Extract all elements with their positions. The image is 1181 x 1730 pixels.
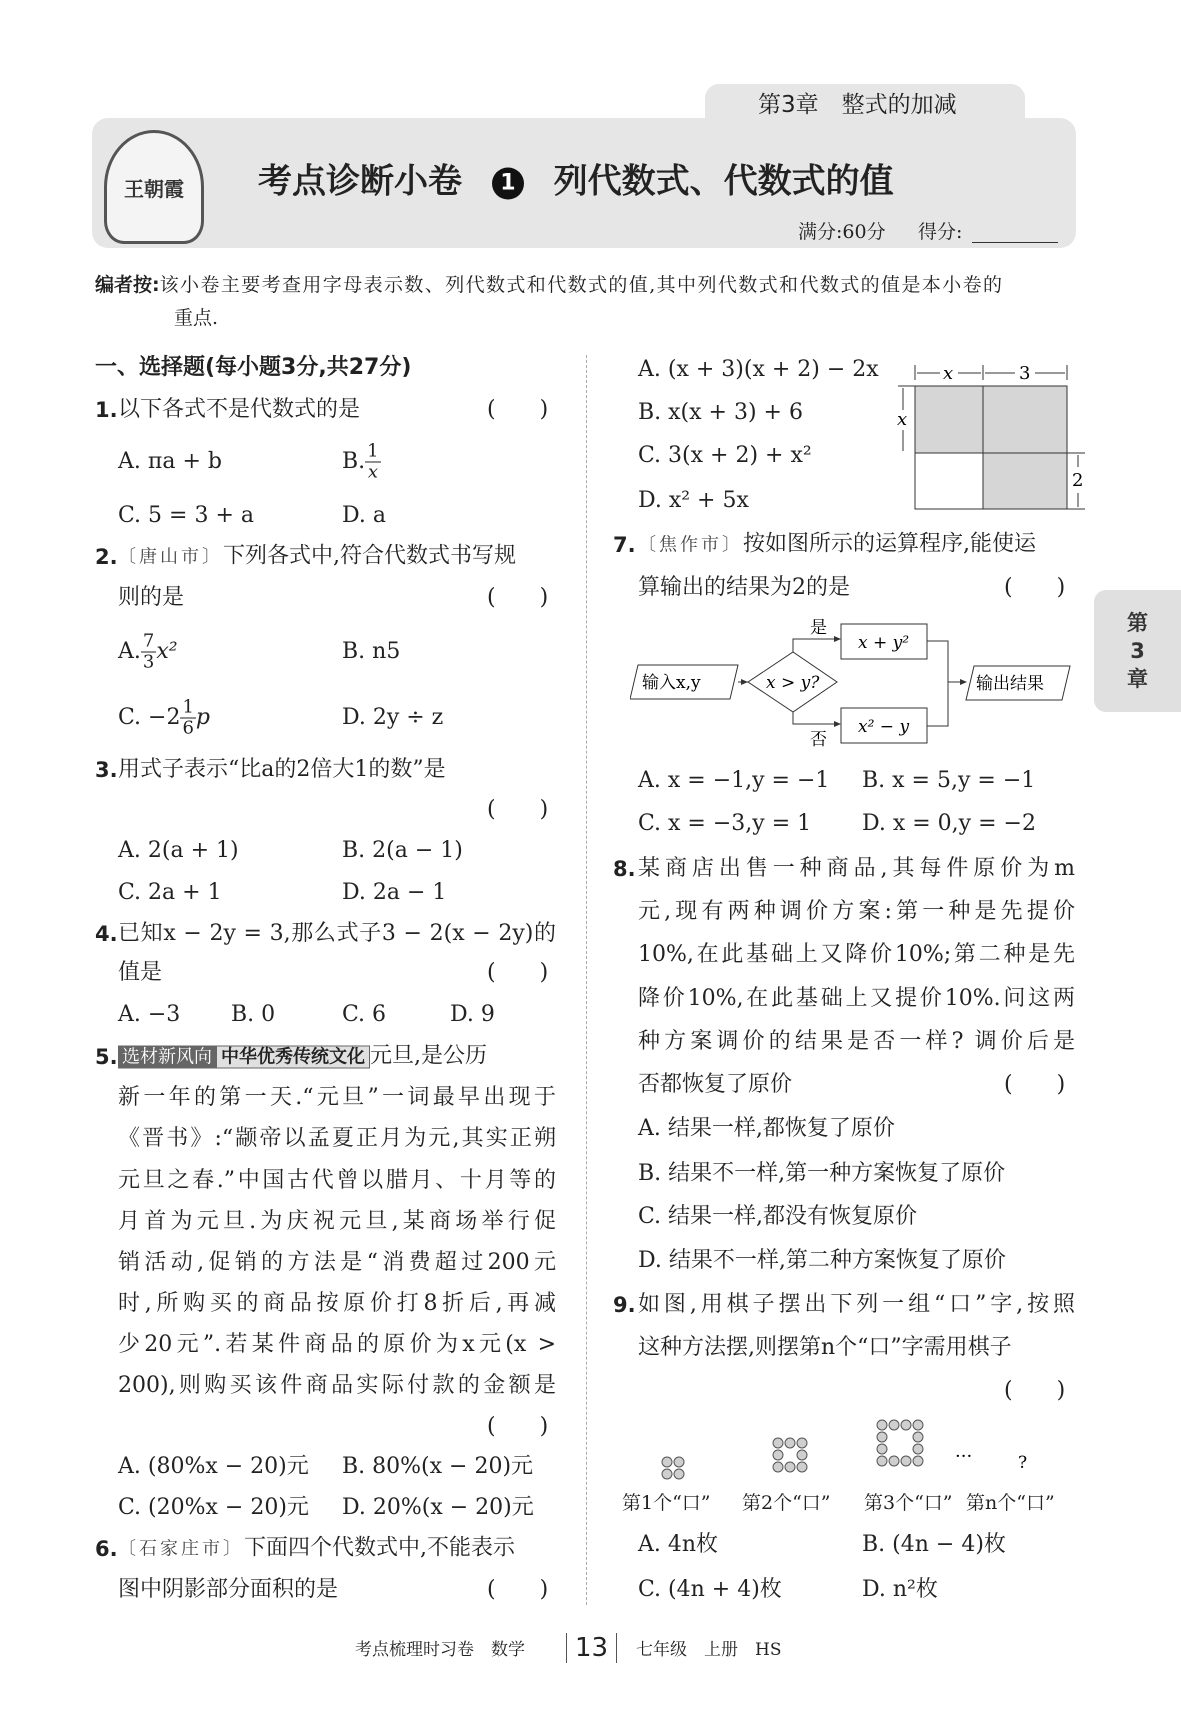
q8-option-b[interactable]: B. 结果不一样,第一种方案恢复了原价 xyxy=(638,1161,1006,1186)
q3-option-a[interactable]: A. 2(a + 1) xyxy=(118,838,239,863)
chess-piece xyxy=(901,1420,911,1430)
q1-stem: 以下各式不是代数式的是 xyxy=(118,397,361,422)
q6-text1: 下面四个代数式中,不能表示 xyxy=(244,1535,515,1561)
q2-answer-blank[interactable]: ( ) xyxy=(487,585,549,610)
q9-number: 9. xyxy=(613,1293,636,1317)
chess-piece xyxy=(877,1444,887,1454)
fraction-denominator: x xyxy=(367,461,378,483)
q2-a-label: A. xyxy=(118,639,141,664)
footer-right: 七年级 上册 HS xyxy=(636,1640,782,1660)
q2-c-tail: p xyxy=(195,705,211,730)
q9-answer-blank[interactable]: ( ) xyxy=(1004,1378,1066,1403)
footer-left: 考点梳理时习卷 数学 xyxy=(355,1640,525,1660)
chapter-side-tab[interactable] xyxy=(1094,590,1181,712)
pattern-label: 第n个“口” xyxy=(966,1492,1055,1514)
fraction-numerator: 7 xyxy=(142,630,155,652)
score-label: 得分: xyxy=(918,221,963,243)
chess-piece xyxy=(901,1456,911,1466)
q5-line: 新一年的第一天.“元旦”一词最早出现于 xyxy=(118,1085,556,1110)
q5-option-a[interactable]: A. (80%x − 20)元 xyxy=(118,1454,309,1479)
title-left: 考点诊断小卷 xyxy=(258,161,462,202)
chess-piece xyxy=(797,1438,807,1448)
q6-option-d[interactable]: D. x² + 5x xyxy=(638,488,749,513)
q9-option-c[interactable]: C. (4n + 4)枚 xyxy=(638,1577,782,1602)
q2-a-fraction xyxy=(141,632,156,673)
q7-stem-line2: 算输出的结果为2的是 xyxy=(638,575,850,600)
q8-line: 否都恢复了原价 xyxy=(638,1072,793,1097)
q9-chess-pattern-figure xyxy=(600,1410,1080,1490)
fraction-denominator: 3 xyxy=(142,651,155,673)
pattern-label: 第3个“口” xyxy=(864,1492,953,1514)
q8-line: 元,现有两种调价方案:第一种是先提价 xyxy=(638,899,1075,924)
fraction-denominator: 6 xyxy=(182,717,194,739)
q4-option-b[interactable]: B. 0 xyxy=(231,1002,276,1027)
q8-line: 10%,在此基础上又降价10%;第二种是先 xyxy=(638,942,1075,967)
full-score: 满分:60分 xyxy=(798,221,886,243)
q2-stem-line2: 则的是 xyxy=(118,585,185,610)
q3-answer-blank[interactable]: ( ) xyxy=(487,797,549,822)
q4-option-c[interactable]: C. 6 xyxy=(342,1002,387,1027)
q5-line: 月首为元旦.为庆祝元旦,某商场举行促 xyxy=(118,1209,556,1234)
q3-option-c[interactable]: C. 2a + 1 xyxy=(118,880,222,905)
side-tab-char: 章 xyxy=(1127,667,1148,691)
chess-piece xyxy=(674,1469,684,1479)
title-right: 列代数式、代数式的值 xyxy=(553,161,894,202)
q7-number: 7. xyxy=(613,533,636,557)
q2-stem-line1 xyxy=(118,542,516,573)
q7-flowchart xyxy=(630,615,1080,750)
q5-stem-line1 xyxy=(118,1042,487,1073)
q3-stem: 用式子表示“比a的2倍大1的数”是 xyxy=(118,757,446,782)
q6-answer-blank[interactable]: ( ) xyxy=(487,1577,549,1602)
section-heading: 一、选择题(每小题3分,共27分) xyxy=(95,355,412,380)
q7-option-d[interactable]: D. x = 0,y = −2 xyxy=(862,811,1036,836)
flow-condition: x > y? xyxy=(766,673,820,693)
chess-piece xyxy=(889,1420,899,1430)
q4-option-d[interactable]: D. 9 xyxy=(450,1002,495,1027)
q5-number: 5. xyxy=(95,1045,118,1069)
page-number: 13 xyxy=(566,1633,617,1663)
column-divider xyxy=(586,355,587,1605)
fig-label-x-top: x xyxy=(943,363,954,384)
chess-piece xyxy=(662,1457,672,1467)
note-line1: 该小卷主要考查用字母表示数、列代数式和代数式的值,其中列代数式和代数式的值是本小卷的 xyxy=(159,274,1004,296)
q4-stem-line2: 值是 xyxy=(118,960,163,985)
q1-answer-blank[interactable]: ( ) xyxy=(487,397,549,422)
chess-piece xyxy=(797,1450,807,1460)
chess-piece xyxy=(877,1432,887,1442)
q4-option-a[interactable]: A. −3 xyxy=(118,1002,181,1027)
q1-option-d[interactable]: D. a xyxy=(342,503,386,528)
q4-answer-blank[interactable]: ( ) xyxy=(487,960,549,985)
q9-option-b[interactable]: B. (4n − 4)枚 xyxy=(862,1532,1006,1557)
q7-stem-line1 xyxy=(638,530,1036,561)
q6-number: 6. xyxy=(95,1537,118,1561)
q2-option-c[interactable] xyxy=(118,698,210,739)
q2-option-b[interactable]: B. n5 xyxy=(342,639,401,664)
q5-option-b[interactable]: B. 80%(x − 20)元 xyxy=(342,1454,534,1479)
chess-piece xyxy=(662,1469,672,1479)
q1-option-c[interactable]: C. 5 = 3 + a xyxy=(118,503,254,528)
q8-line: 降价10%,在此基础上又提价10%.问这两 xyxy=(638,986,1075,1011)
q1-option-b[interactable] xyxy=(342,442,381,483)
chess-piece xyxy=(913,1444,923,1454)
q5-line: 时,所购买的商品按原价打8折后,再减 xyxy=(118,1291,556,1316)
q5-answer-blank[interactable]: ( ) xyxy=(487,1414,549,1439)
q6-stem-line1 xyxy=(118,1534,515,1565)
chess-piece xyxy=(877,1420,887,1430)
q8-line: 种方案调价的结果是否一样? 调价后是 xyxy=(638,1029,1075,1054)
q5-option-c[interactable]: C. (20%x − 20)元 xyxy=(118,1495,309,1520)
fig-label-2: 2 xyxy=(1072,470,1084,491)
q7-answer-blank[interactable]: ( ) xyxy=(1004,575,1066,600)
fraction-numerator: 1 xyxy=(367,440,379,462)
q5-line: 元旦,是公历 xyxy=(370,1043,487,1069)
q8-option-c[interactable]: C. 结果一样,都没有恢复原价 xyxy=(638,1204,918,1229)
fig-label-x-left: x xyxy=(897,409,908,430)
q1-number: 1. xyxy=(95,398,118,422)
q6-option-c[interactable]: C. 3(x + 2) + x² xyxy=(638,443,812,468)
q1-b-fraction xyxy=(365,442,380,483)
q3-option-b[interactable]: B. 2(a − 1) xyxy=(342,838,463,863)
chess-piece xyxy=(913,1420,923,1430)
q2-number: 2. xyxy=(95,545,118,569)
chess-piece xyxy=(773,1438,783,1448)
q2-source: 〔唐山市〕 xyxy=(118,546,223,568)
fig-label-3: 3 xyxy=(1019,363,1031,384)
editor-note xyxy=(95,270,1003,300)
q3-number: 3. xyxy=(95,758,118,782)
q3-option-d[interactable]: D. 2a − 1 xyxy=(342,880,447,905)
paper-title xyxy=(258,161,894,202)
flow-no-box: x² − y xyxy=(858,717,910,737)
q8-number: 8. xyxy=(613,857,636,881)
chess-piece xyxy=(773,1450,783,1460)
chapter-title: 第3章 整式的加减 xyxy=(758,92,957,118)
q8-answer-blank[interactable]: ( ) xyxy=(1004,1072,1066,1097)
flow-yes-label: 是 xyxy=(810,618,827,638)
chess-piece xyxy=(785,1438,795,1448)
q7-text1: 按如图所示的运算程序,能使运 xyxy=(743,531,1036,557)
chess-piece xyxy=(889,1456,899,1466)
pattern-label: 第2个“口” xyxy=(742,1492,831,1514)
q6-source: 〔石家庄市〕 xyxy=(118,1538,244,1560)
q5-line: 元旦之春.”中国古代曾以腊月、十月等的 xyxy=(118,1168,556,1193)
q4-number: 4. xyxy=(95,922,118,946)
q9-stem-line2: 这种方法摆,则摆第n个“口”字需用棋子 xyxy=(638,1335,1012,1360)
fraction-numerator: 1 xyxy=(182,696,194,718)
q9-option-d[interactable]: D. n²枚 xyxy=(862,1577,938,1602)
chess-piece xyxy=(913,1456,923,1466)
q7-option-c[interactable]: C. x = −3,y = 1 xyxy=(638,811,812,836)
score-blank[interactable] xyxy=(972,242,1058,243)
chess-piece xyxy=(785,1462,795,1472)
q9-option-a[interactable]: A. 4n枚 xyxy=(638,1532,719,1557)
q4-stem-line1: 已知x − 2y = 3,那么式子3 − 2(x − 2y)的 xyxy=(118,921,556,946)
q7-option-a[interactable]: A. x = −1,y = −1 xyxy=(638,768,830,793)
q2-a-tail: x² xyxy=(156,639,178,664)
flow-no-label: 否 xyxy=(810,730,827,750)
q7-option-b[interactable]: B. x = 5,y = −1 xyxy=(862,768,1036,793)
q8-option-a[interactable]: A. 结果一样,都恢复了原价 xyxy=(638,1116,895,1141)
chess-piece xyxy=(877,1456,887,1466)
ellipsis: ··· xyxy=(955,1446,973,1467)
side-tab-char: 3 xyxy=(1130,639,1145,663)
note-label: 编者按: xyxy=(95,274,160,296)
flow-yes-box: x + y² xyxy=(858,633,910,653)
unknown-mark: ? xyxy=(1018,1453,1028,1473)
q6-stem-line2: 图中阴影部分面积的是 xyxy=(118,1577,339,1602)
chess-piece xyxy=(674,1457,684,1467)
flow-input: 输入x,y xyxy=(642,673,701,693)
q5-line: 《晋书》:“颛帝以孟夏正月为元,其实正朔 xyxy=(118,1126,556,1151)
q9-stem-line1: 如图,用棋子摆出下列一组“口”字,按照 xyxy=(638,1292,1075,1317)
q6-option-b[interactable]: B. x(x + 3) + 6 xyxy=(638,400,803,425)
q6-area-figure xyxy=(890,355,1090,520)
q1-option-a[interactable]: A. πa + b xyxy=(118,449,222,474)
q2-text1: 下列各式中,符合代数式书写规 xyxy=(223,543,516,569)
culture-badge: 中华优秀传统文化 xyxy=(216,1046,370,1069)
flow-output: 输出结果 xyxy=(976,674,1044,694)
q8-line: 某商店出售一种商品,其每件原价为m xyxy=(638,856,1075,881)
q2-option-d[interactable]: D. 2y ÷ z xyxy=(342,705,444,730)
pattern-label: 第1个“口” xyxy=(622,1492,711,1514)
q5-line: 销活动,促销的方法是“消费超过200元 xyxy=(118,1250,556,1275)
q5-line: 少20元”.若某件商品的原价为x元(x > xyxy=(118,1332,556,1357)
publisher-logo: 王朝霞 xyxy=(104,130,204,244)
topic-badge: 选材新风向 xyxy=(118,1046,216,1069)
chess-piece xyxy=(797,1462,807,1472)
q5-option-d[interactable]: D. 20%(x − 20)元 xyxy=(342,1495,534,1520)
title-number-badge: 1 xyxy=(492,168,524,200)
q2-c-label: C. −2 xyxy=(118,705,181,730)
q5-line: 200),则购买该件商品实际付款的金额是 xyxy=(118,1373,556,1398)
q2-c-fraction xyxy=(180,698,195,739)
q8-option-d[interactable]: D. 结果不一样,第二种方案恢复了原价 xyxy=(638,1248,1006,1273)
q6-option-a[interactable]: A. (x + 3)(x + 2) − 2x xyxy=(638,357,879,382)
q1-b-label: B. xyxy=(342,449,366,474)
q2-option-a[interactable] xyxy=(118,632,178,673)
chess-piece xyxy=(773,1462,783,1472)
note-line2: 重点. xyxy=(174,307,219,329)
q7-source: 〔焦作市〕 xyxy=(638,534,743,556)
chess-piece xyxy=(913,1432,923,1442)
side-tab-char: 第 xyxy=(1127,611,1148,635)
